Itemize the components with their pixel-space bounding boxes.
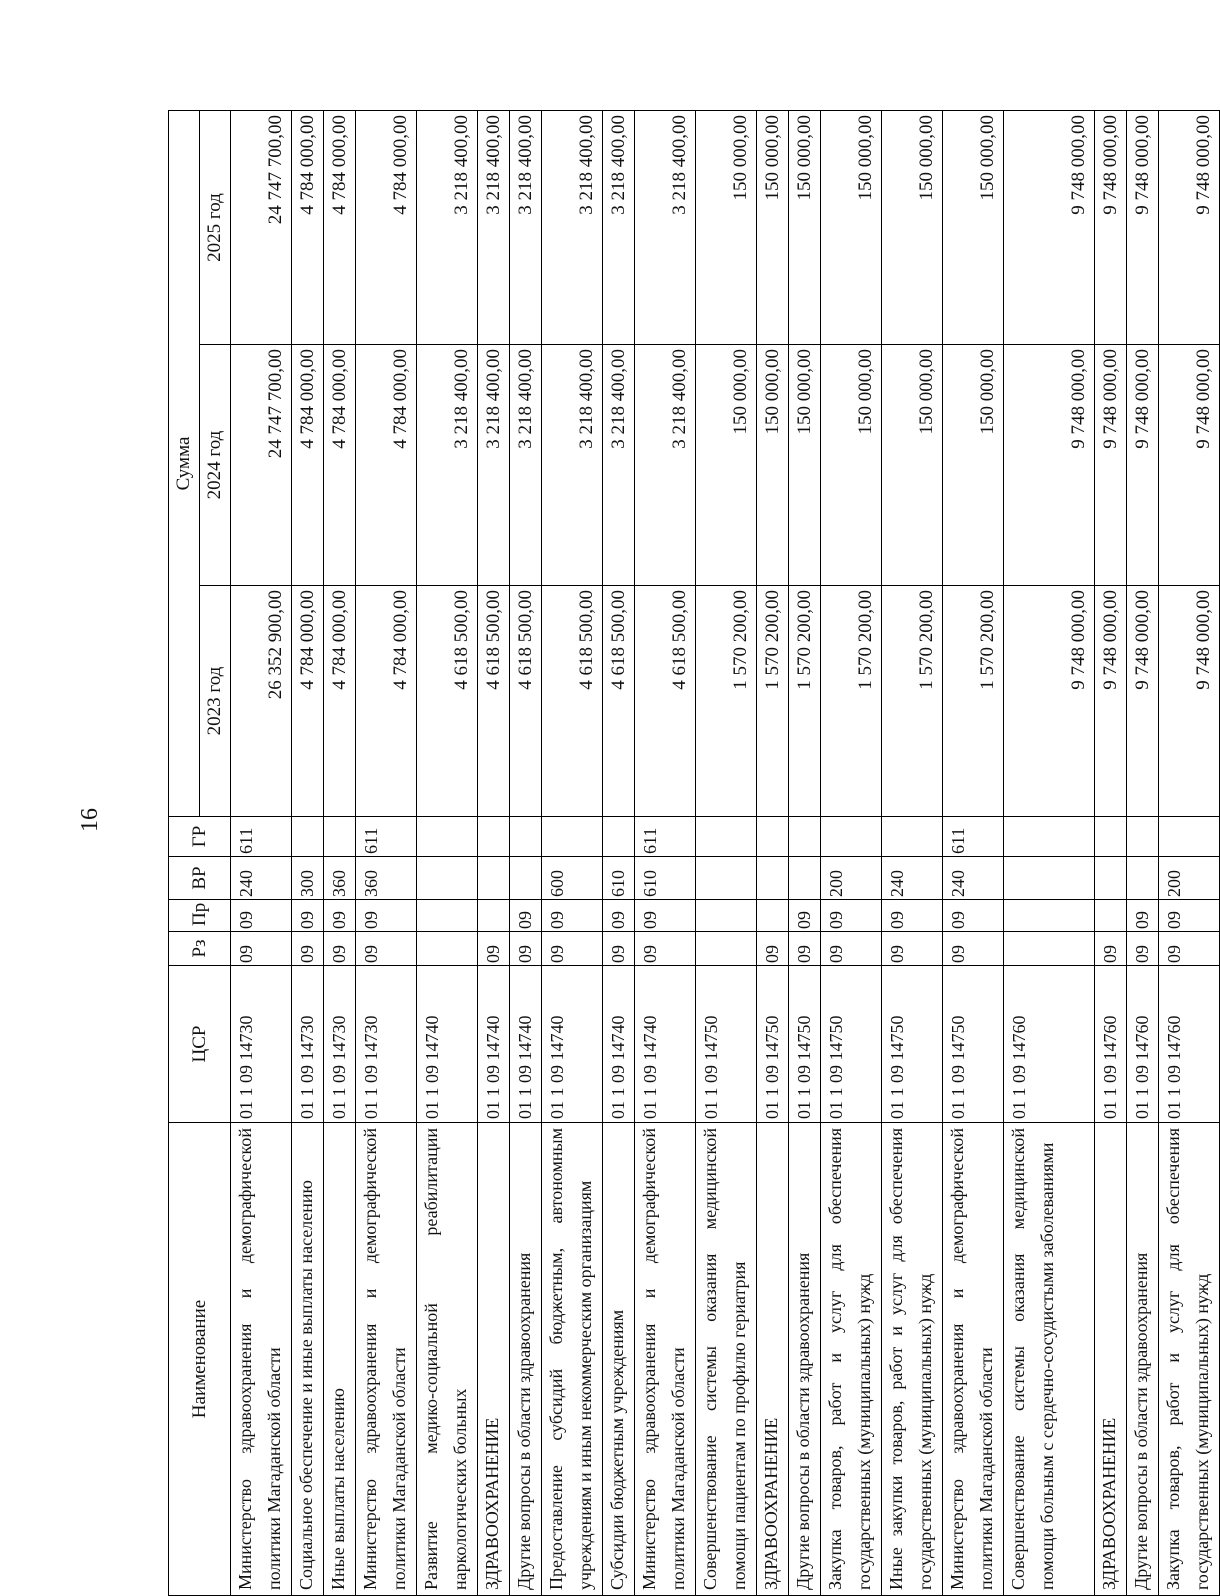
cell-csr: 01 1 09 14740 — [542, 966, 603, 1123]
cell-2024: 150 000,00 — [821, 345, 882, 586]
cell-rz: 09 — [231, 932, 292, 966]
cell-rz: 09 — [1127, 932, 1159, 966]
cell-rz: 09 — [1159, 932, 1220, 966]
cell-csr: 01 1 09 14750 — [757, 966, 789, 1123]
cell-2024: 9 748 000,00 — [1159, 345, 1220, 586]
cell-rz: 09 — [821, 932, 882, 966]
header-gr: ГР — [169, 817, 231, 857]
cell-vr: 200 — [1159, 857, 1220, 900]
table-row — [231, 110, 292, 1595]
cell-2024: 150 000,00 — [757, 345, 789, 586]
table-row — [635, 110, 696, 1595]
header-2025: 2025 год — [200, 110, 231, 344]
header-pr: Пр — [169, 900, 231, 932]
cell-csr: 01 1 09 14760 — [1159, 966, 1220, 1123]
cell-csr: 01 1 09 14740 — [510, 966, 542, 1123]
cell-vr: 610 — [635, 857, 696, 900]
cell-name: Социальное обеспечение и иные выплаты населению — [292, 1123, 324, 1596]
cell-2023: 4 618 500,00 — [478, 586, 510, 817]
header-vr: ВР — [169, 857, 231, 900]
cell-2024: 4 784 000,00 — [292, 345, 324, 586]
cell-pr: 09 — [292, 900, 324, 932]
cell-2023: 4 618 500,00 — [603, 586, 635, 817]
cell-rz: 09 — [478, 932, 510, 966]
cell-pr: 09 — [1127, 900, 1159, 932]
header-2024: 2024 год — [200, 345, 231, 586]
table-row — [1004, 110, 1095, 1595]
cell-name: Министерство здравоохранения и демографической политики Магаданской области — [231, 1123, 292, 1596]
cell-csr: 01 1 09 14730 — [356, 966, 417, 1123]
table-row — [417, 110, 478, 1595]
cell-rz: 09 — [789, 932, 821, 966]
cell-vr: 200 — [821, 857, 882, 900]
cell-name: ЗДРАВООХРАНЕНИЕ — [478, 1123, 510, 1596]
cell-2025: 9 748 000,00 — [1127, 110, 1159, 344]
cell-2023: 1 570 200,00 — [882, 586, 943, 817]
cell-rz: 09 — [882, 932, 943, 966]
cell-gr: 611 — [943, 817, 1004, 857]
cell-gr — [1095, 817, 1127, 857]
cell-pr: 09 — [1159, 900, 1220, 932]
cell-vr: 240 — [943, 857, 1004, 900]
cell-2023: 9 748 000,00 — [1159, 586, 1220, 817]
cell-2023: 9 748 000,00 — [1095, 586, 1127, 817]
cell-2024: 3 218 400,00 — [478, 345, 510, 586]
cell-2025: 9 748 000,00 — [1159, 110, 1220, 344]
cell-2023: 4 784 000,00 — [292, 586, 324, 817]
cell-csr: 01 1 09 14730 — [292, 966, 324, 1123]
cell-2025: 9 748 000,00 — [1004, 110, 1095, 344]
cell-rz: 09 — [542, 932, 603, 966]
table-row — [510, 110, 542, 1595]
cell-pr — [696, 900, 757, 932]
rotated-table-container — [168, 111, 1214, 1596]
cell-2024: 150 000,00 — [943, 345, 1004, 586]
cell-2024: 3 218 400,00 — [603, 345, 635, 586]
cell-vr: 600 — [542, 857, 603, 900]
cell-gr — [1127, 817, 1159, 857]
cell-csr: 01 1 09 14760 — [1127, 966, 1159, 1123]
cell-vr: 610 — [603, 857, 635, 900]
cell-gr — [757, 817, 789, 857]
cell-rz: 09 — [943, 932, 1004, 966]
cell-2024: 3 218 400,00 — [417, 345, 478, 586]
cell-vr: 360 — [356, 857, 417, 900]
cell-2024: 4 784 000,00 — [324, 345, 356, 586]
cell-vr — [1095, 857, 1127, 900]
cell-csr: 01 1 09 14730 — [231, 966, 292, 1123]
cell-vr — [1127, 857, 1159, 900]
cell-2023: 1 570 200,00 — [821, 586, 882, 817]
table-row — [603, 110, 635, 1595]
cell-name: Другие вопросы в области здравоохранения — [1127, 1123, 1159, 1596]
cell-vr: 240 — [231, 857, 292, 900]
cell-csr: 01 1 09 14740 — [635, 966, 696, 1123]
cell-pr: 09 — [789, 900, 821, 932]
table-row — [943, 110, 1004, 1595]
header-name: Наименование — [169, 1123, 231, 1596]
page-number: 16 — [77, 808, 103, 832]
cell-2025: 150 000,00 — [821, 110, 882, 344]
cell-2023: 1 570 200,00 — [696, 586, 757, 817]
cell-csr: 01 1 09 14750 — [943, 966, 1004, 1123]
header-sum: Сумма — [169, 110, 200, 816]
cell-pr — [1004, 900, 1095, 932]
cell-name: Субсидии бюджетным учреждениям — [603, 1123, 635, 1596]
cell-name: Совершенствование системы оказания медицинской помощи пациентам по профилю гериатрия — [696, 1123, 757, 1596]
cell-rz: 09 — [1095, 932, 1127, 966]
header-csr: ЦСР — [169, 966, 231, 1123]
cell-rz: 09 — [603, 932, 635, 966]
cell-2024: 150 000,00 — [696, 345, 757, 586]
cell-2025: 3 218 400,00 — [510, 110, 542, 344]
cell-csr: 01 1 09 14730 — [324, 966, 356, 1123]
cell-2025: 3 218 400,00 — [635, 110, 696, 344]
cell-csr: 01 1 09 14760 — [1095, 966, 1127, 1123]
cell-csr: 01 1 09 14740 — [417, 966, 478, 1123]
cell-2023: 4 784 000,00 — [324, 586, 356, 817]
table-row — [757, 110, 789, 1595]
cell-gr — [882, 817, 943, 857]
cell-rz — [696, 932, 757, 966]
cell-2024: 9 748 000,00 — [1095, 345, 1127, 586]
cell-vr — [417, 857, 478, 900]
cell-2025: 9 748 000,00 — [1095, 110, 1127, 344]
cell-vr — [696, 857, 757, 900]
cell-gr — [696, 817, 757, 857]
cell-pr: 09 — [542, 900, 603, 932]
cell-2024: 9 748 000,00 — [1004, 345, 1095, 586]
cell-rz — [1004, 932, 1095, 966]
cell-2023: 4 618 500,00 — [510, 586, 542, 817]
cell-2024: 4 784 000,00 — [356, 345, 417, 586]
table-row — [356, 110, 417, 1595]
cell-2025: 3 218 400,00 — [417, 110, 478, 344]
cell-vr — [478, 857, 510, 900]
cell-2024: 3 218 400,00 — [510, 345, 542, 586]
cell-name: Иные выплаты населению — [324, 1123, 356, 1596]
cell-pr — [417, 900, 478, 932]
cell-rz: 09 — [292, 932, 324, 966]
cell-rz: 09 — [510, 932, 542, 966]
cell-gr — [417, 817, 478, 857]
cell-2025: 150 000,00 — [882, 110, 943, 344]
cell-gr — [1004, 817, 1095, 857]
cell-vr — [757, 857, 789, 900]
cell-pr: 09 — [356, 900, 417, 932]
cell-2023: 1 570 200,00 — [757, 586, 789, 817]
cell-2023: 1 570 200,00 — [789, 586, 821, 817]
cell-gr — [292, 817, 324, 857]
cell-gr — [603, 817, 635, 857]
cell-csr: 01 1 09 14750 — [696, 966, 757, 1123]
cell-gr — [1159, 817, 1220, 857]
cell-pr — [1095, 900, 1127, 932]
cell-pr: 09 — [510, 900, 542, 932]
cell-vr: 300 — [292, 857, 324, 900]
cell-2025: 4 784 000,00 — [356, 110, 417, 344]
cell-name: Министерство здравоохранения и демографической политики Магаданской области — [943, 1123, 1004, 1596]
cell-gr — [510, 817, 542, 857]
cell-2023: 9 748 000,00 — [1004, 586, 1095, 817]
cell-2023: 9 748 000,00 — [1127, 586, 1159, 817]
cell-csr: 01 1 09 14750 — [789, 966, 821, 1123]
cell-name: Министерство здравоохранения и демографической политики Магаданской области — [356, 1123, 417, 1596]
cell-2025: 4 784 000,00 — [292, 110, 324, 344]
cell-name: Совершенствование системы оказания медицинской помощи больным с сердечно-сосудистыми заболеваниями — [1004, 1123, 1095, 1596]
table-row — [292, 110, 324, 1595]
cell-gr: 611 — [356, 817, 417, 857]
cell-vr: 240 — [882, 857, 943, 900]
table-row — [821, 110, 882, 1595]
table-header — [169, 110, 231, 1595]
cell-name: Министерство здравоохранения и демографической политики Магаданской области — [635, 1123, 696, 1596]
cell-name: Закупка товаров, работ и услуг для обеспечения государственных (муниципальных) нужд — [821, 1123, 882, 1596]
cell-gr — [324, 817, 356, 857]
cell-vr: 360 — [324, 857, 356, 900]
cell-pr: 09 — [324, 900, 356, 932]
cell-csr: 01 1 09 14750 — [821, 966, 882, 1123]
cell-pr: 09 — [882, 900, 943, 932]
cell-2023: 4 784 000,00 — [356, 586, 417, 817]
cell-rz: 09 — [635, 932, 696, 966]
table-row — [789, 110, 821, 1595]
cell-2025: 3 218 400,00 — [542, 110, 603, 344]
cell-2025: 150 000,00 — [789, 110, 821, 344]
cell-2025: 3 218 400,00 — [478, 110, 510, 344]
cell-csr: 01 1 09 14760 — [1004, 966, 1095, 1123]
cell-csr: 01 1 09 14750 — [882, 966, 943, 1123]
table-row — [542, 110, 603, 1595]
table-row — [696, 110, 757, 1595]
cell-2025: 3 218 400,00 — [603, 110, 635, 344]
cell-2024: 150 000,00 — [882, 345, 943, 586]
cell-vr — [510, 857, 542, 900]
cell-name: ЗДРАВООХРАНЕНИЕ — [757, 1123, 789, 1596]
cell-rz: 09 — [324, 932, 356, 966]
table-row — [478, 110, 510, 1595]
cell-2024: 9 748 000,00 — [1127, 345, 1159, 586]
cell-name: Другие вопросы в области здравоохранения — [510, 1123, 542, 1596]
cell-2024: 150 000,00 — [789, 345, 821, 586]
cell-2025: 4 784 000,00 — [324, 110, 356, 344]
cell-pr: 09 — [231, 900, 292, 932]
cell-pr: 09 — [635, 900, 696, 932]
cell-vr — [789, 857, 821, 900]
table-row — [324, 110, 356, 1595]
cell-2024: 3 218 400,00 — [635, 345, 696, 586]
cell-gr: 611 — [231, 817, 292, 857]
cell-csr: 01 1 09 14740 — [478, 966, 510, 1123]
cell-2025: 150 000,00 — [696, 110, 757, 344]
cell-rz: 09 — [356, 932, 417, 966]
cell-rz: 09 — [757, 932, 789, 966]
cell-name: Развитие медико-социальной реабилитации наркологических больных — [417, 1123, 478, 1596]
cell-2023: 4 618 500,00 — [635, 586, 696, 817]
cell-pr: 09 — [943, 900, 1004, 932]
header-2023: 2023 год — [200, 586, 231, 817]
table-row — [1159, 110, 1220, 1595]
table-row — [1127, 110, 1159, 1595]
header-rz: Рз — [169, 932, 231, 966]
cell-2024: 3 218 400,00 — [542, 345, 603, 586]
cell-gr: 611 — [635, 817, 696, 857]
cell-2023: 4 618 500,00 — [542, 586, 603, 817]
cell-2023: 1 570 200,00 — [943, 586, 1004, 817]
cell-2025: 24 747 700,00 — [231, 110, 292, 344]
cell-2024: 24 747 700,00 — [231, 345, 292, 586]
cell-2023: 4 618 500,00 — [417, 586, 478, 817]
cell-name: Предоставление субсидий бюджетным, автономным учреждениям и иным некоммерческим организациям — [542, 1123, 603, 1596]
cell-gr — [542, 817, 603, 857]
cell-2023: 26 352 900,00 — [231, 586, 292, 817]
cell-name: Закупка товаров, работ и услуг для обеспечения государственных (муниципальных) нужд — [1159, 1123, 1220, 1596]
cell-vr — [1004, 857, 1095, 900]
table-row — [882, 110, 943, 1595]
cell-name: Другие вопросы в области здравоохранения — [789, 1123, 821, 1596]
table-row — [1095, 110, 1127, 1595]
cell-pr: 09 — [603, 900, 635, 932]
cell-2025: 150 000,00 — [757, 110, 789, 344]
cell-gr — [478, 817, 510, 857]
cell-pr — [757, 900, 789, 932]
cell-gr — [789, 817, 821, 857]
cell-pr: 09 — [821, 900, 882, 932]
cell-name: ЗДРАВООХРАНЕНИЕ — [1095, 1123, 1127, 1596]
cell-name: Иные закупки товаров, работ и услуг для обеспечения государственных (муниципальных) нужд — [882, 1123, 943, 1596]
cell-pr — [478, 900, 510, 932]
cell-gr — [821, 817, 882, 857]
cell-2025: 150 000,00 — [943, 110, 1004, 344]
budget-table — [168, 110, 1220, 1596]
cell-csr: 01 1 09 14740 — [603, 966, 635, 1123]
table-body — [231, 110, 1220, 1595]
cell-rz — [417, 932, 478, 966]
